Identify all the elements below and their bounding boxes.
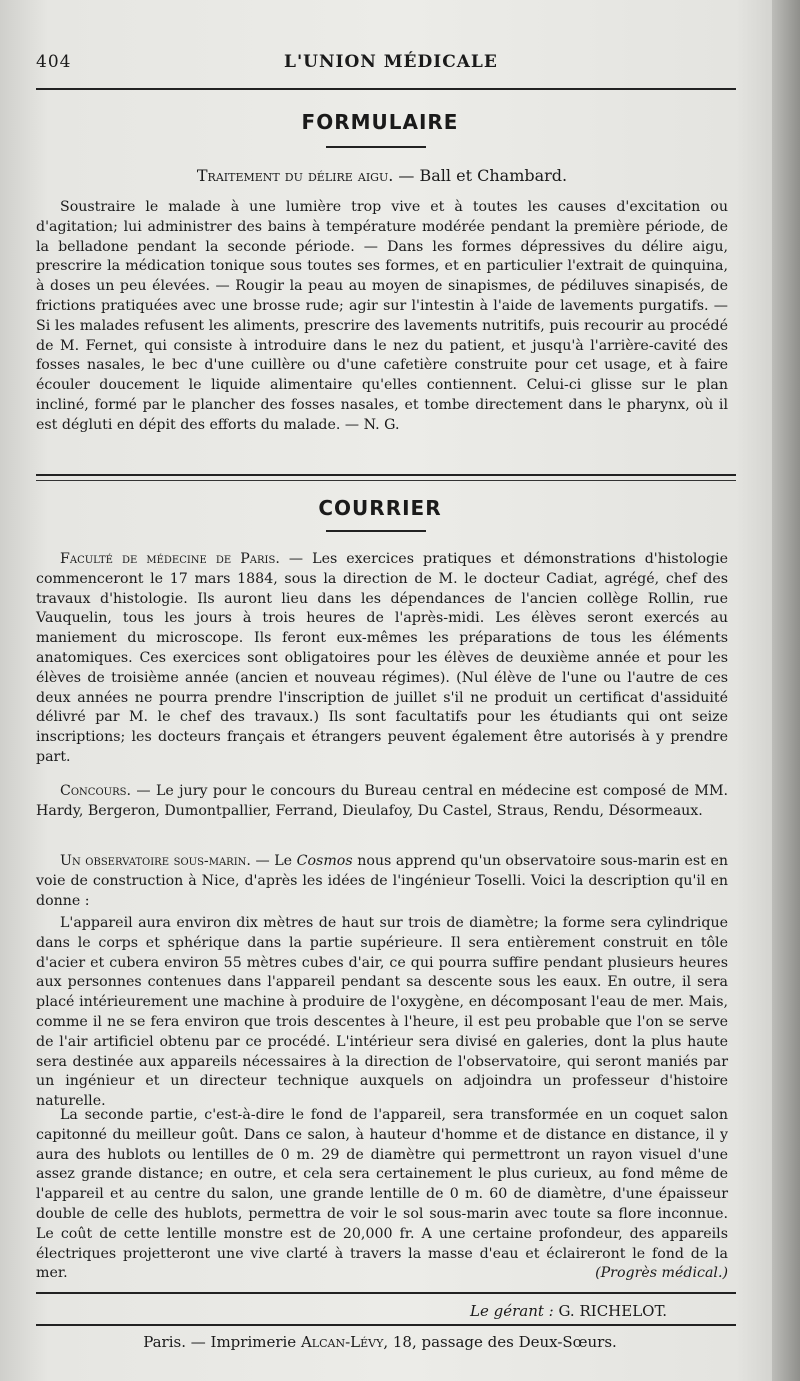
imprint-printer: Alcan-Lévy: [300, 1333, 384, 1351]
formulaire-body: Soustraire le malade à une lumière trop vive et à toutes les causes d'excitation ou d'agitation; lui administrer des bains à température modérée pendant la première période, de la belladone pendant la seconde période. — Dans les formes dépressives du délire aigu, prescrire la médication tonique sous toutes ses formes, et en particulier l'extrait de quinquina, à doses un peu élevées. — Rougir la peau au moyen de sinapismes, de pédiluves sinapisés, de frictions pratiquées avec une brosse rude; agir sur l'intestin à l'aide de lavements purgatifs. — Si les malades refusent les aliments, prescrire des lavements nutritifs, puis recourir au procédé de M. Fernet, qui consiste à introduire dans le nez du patient, et jusqu'à l'arrière-cavité des fosses nasales, le bec d'une cuillère ou d'une cafetière construite pour cet usage, et à faire écouler doucement le liquide alimentaire qu'elles contiennent. Celui-ci glisse sur le plan incliné, formé par le plancher des fosses nasales, et tombe directement dans le pharynx, où il est dégluti en dépit des efforts du malade. — N. G.: [36, 199, 728, 433]
manager-name: G. RICHELOT.: [553, 1302, 668, 1320]
section-divider-top: [36, 474, 736, 476]
formulaire-subtitle: [36, 166, 728, 186]
manager-signature: [470, 1302, 667, 1320]
observatoire-text-a: — Le: [250, 853, 297, 869]
imprint-b: , 18, passage des Deux-Sœurs.: [383, 1333, 617, 1351]
page-number: 404: [36, 52, 72, 72]
subtitle-author: — Ball et Chambard.: [393, 166, 568, 185]
footer-rule-top: [36, 1292, 736, 1294]
observatoire-para-3-text: La seconde partie, c'est-à-dire le fond de l'appareil, sera transformée en un coquet salon capitonné du meilleur goût. Dans ce salon, à hauteur d'homme et de distance en distance, il y aura des hublots ou lentilles de 0 m. 29 de diamètre qui permettront un rayon visuel d'une assez grande distance; en outre, et cela sera certainement le plus curieux, au fond même de l'appareil et au centre du salon, une grande lentille de 0 m. 60 de diamètre, d'une épaisseur double de celle des hublots, permettra de voir le sol sous-marin avec toute sa flore inconnue. Le coût de cette lentille monstre est de 20,000 fr. A une certaine profondeur, des appareils électriques projetteront une vive clarté à travers la masse d'eau et éclaireront le fond de la mer.: [36, 1107, 728, 1282]
journal-title: L'UNION MÉDICALE: [284, 52, 498, 72]
observatoire-source: (Progrès médical.): [595, 1265, 728, 1282]
imprint-line: [0, 1333, 760, 1351]
footer-rule-bottom: [36, 1324, 736, 1326]
subtitle-lead: Traitement du délire aigu.: [196, 166, 394, 185]
imprint-a: Paris. — Imprimerie: [143, 1333, 301, 1351]
observatoire-cosmos: Cosmos: [296, 853, 353, 869]
faculte-text: — Les exercices pratiques et démonstrations d'histologie commenceront le 17 mars 1884, sous la direction de M. le docteur Cadiat, agrégé, chef des travaux d'histologie. Ils auront lieu dans les dépendances de l'ancien collège Rollin, rue Vauquelin, tous les jours à trois heures de l'après-midi. Les élèves seront exercés au maniement du microscope. Ils feront eux-mêmes les préparations de tous les éléments anatomiques. Ces exercices sont obligatoires pour les élèves de deuxième année et pour les élèves de troisième année (ancien et nouveau régimes). (Nul élève de l'une ou l'autre de ces deux années ne pourra prendre l'inscription de juillet s'il ne produit un certificat d'assiduité délivré par M. le chef des travaux.) Ils sont facultatifs pour les étudiants qui ont seize inscriptions; les docteurs français et étrangers peuvent également être autorisés à y prendre part.: [36, 551, 729, 765]
courrier-heading-rule: [326, 530, 426, 532]
courrier-item-observatoire: [36, 852, 728, 911]
faculte-lead: Faculté de médecine de Paris.: [60, 551, 280, 567]
manager-label: Le gérant :: [470, 1302, 554, 1320]
running-head: [36, 52, 728, 80]
concours-text: — Le jury pour le concours du Bureau central en médecine est composé de MM. Hardy, Bergeron, Dumontpallier, Ferrand, Dieulafoy, Du Castel, Straus, Rendu, Désormeaux.: [36, 783, 728, 819]
courrier-heading: COURRIER: [318, 496, 442, 520]
observatoire-para-3: [36, 1106, 728, 1284]
observatoire-text-b: nous apprend qu'un observatoire sous-marin est en voie de construction à Nice, d'après les idées de l'ingénieur Toselli. Voici la description qu'il en donne :: [36, 853, 728, 909]
observatoire-lead: Un observatoire sous-marin.: [60, 853, 251, 869]
concours-lead: Concours.: [60, 783, 131, 799]
observatoire-para-2: L'appareil aura environ dix mètres de haut sur trois de diamètre; la forme sera cylindrique dans le corps et sphérique dans la partie supérieure. Il sera entièrement construit en tôle d'acier et cubera environ 55 mètres cubes d'air, ce qui pourra suffire pendant plusieurs heures aux personnes contenues dans l'appareil pendant sa descente sous les eaux. En outre, il sera placé intérieurement une machine à produire de l'oxygène, en décomposant l'eau de mer. Mais, comme il ne se fera environ que trois descentes à l'heure, il est peu probable que l'on se serve de l'air artificiel obtenu par ce procédé. L'intérieur sera divisé en galeries, dont la plus haute sera destinée aux appareils nécessaires à la direction de l'observatoire, qui seront maniés par un ingénieur et un directeur technique auxquels on adjoindra un professeur d'histoire naturelle.: [36, 915, 728, 1110]
courrier-item-concours: [36, 782, 728, 822]
formulaire-heading-rule: [326, 146, 426, 148]
section-divider-bottom: [36, 480, 736, 481]
header-rule: [36, 88, 736, 90]
book-spine-shadow: [772, 0, 800, 1381]
courrier-item-faculte: [36, 550, 728, 768]
formulaire-heading: FORMULAIRE: [301, 110, 459, 134]
